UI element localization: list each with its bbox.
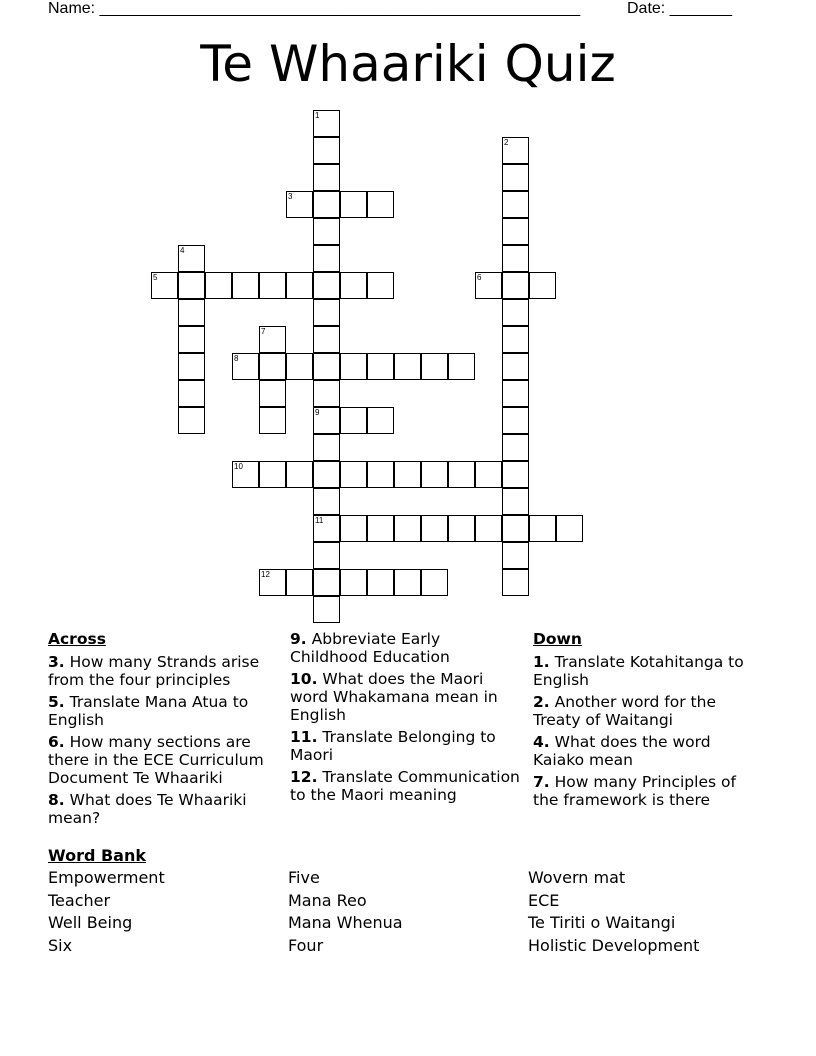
crossword-cell[interactable] xyxy=(340,407,367,434)
crossword-cell[interactable] xyxy=(367,461,394,488)
crossword-cell[interactable] xyxy=(340,461,367,488)
crossword-cell[interactable] xyxy=(367,569,394,596)
crossword-cell[interactable] xyxy=(313,191,340,218)
crossword-cell[interactable] xyxy=(178,299,205,326)
crossword-cell[interactable] xyxy=(313,245,340,272)
crossword-cell[interactable] xyxy=(313,461,340,488)
crossword-cell[interactable] xyxy=(178,407,205,434)
clue-down-2: 2. Another word for the Treaty of Waitangi xyxy=(533,693,716,729)
across-heading: Across xyxy=(48,630,106,648)
clue-number: 8 xyxy=(234,354,239,363)
word-bank-item: ECE xyxy=(528,890,560,910)
crossword-cell[interactable] xyxy=(313,569,340,596)
clue-number: 5 xyxy=(153,273,158,282)
crossword-cell[interactable] xyxy=(313,353,340,380)
crossword-cell[interactable] xyxy=(502,488,529,515)
crossword-cell[interactable] xyxy=(313,137,340,164)
crossword-cell[interactable] xyxy=(286,272,313,299)
crossword-cell[interactable] xyxy=(340,569,367,596)
crossword-cell[interactable] xyxy=(313,596,340,623)
clue-across-6: 6. How many sections are there in the ECE Curriculum Document Te Whaariki xyxy=(48,733,264,787)
crossword-cell[interactable] xyxy=(394,515,421,542)
clue-number: 9 xyxy=(315,408,320,417)
crossword-cell[interactable] xyxy=(448,515,475,542)
crossword-cell[interactable] xyxy=(178,380,205,407)
crossword-cell[interactable] xyxy=(340,272,367,299)
crossword-cell[interactable] xyxy=(367,272,394,299)
crossword-cell[interactable] xyxy=(313,218,340,245)
crossword-cell[interactable] xyxy=(178,272,205,299)
crossword-cell[interactable] xyxy=(313,272,340,299)
word-bank-heading: Word Bank xyxy=(48,846,147,865)
across-clues xyxy=(48,630,278,831)
crossword-cell[interactable] xyxy=(475,461,502,488)
crossword-cell[interactable] xyxy=(421,353,448,380)
word-bank-list xyxy=(48,869,768,955)
word-bank-item: Holistic Development xyxy=(528,935,700,955)
word-bank-item: Empowerment xyxy=(48,868,165,887)
clue-number: 3 xyxy=(288,192,293,201)
crossword-cell[interactable] xyxy=(286,353,313,380)
crossword-cell[interactable] xyxy=(421,515,448,542)
crossword-cell[interactable] xyxy=(259,407,286,434)
crossword-cell[interactable] xyxy=(178,326,205,353)
crossword-cell[interactable] xyxy=(286,569,313,596)
word-bank-item: Wovern mat xyxy=(528,868,626,887)
page-title: Te Whaariki Quiz xyxy=(200,35,616,93)
crossword-cell[interactable] xyxy=(448,353,475,380)
clue-across-12: 12. Translate Communication to the Maori meaning xyxy=(290,768,520,804)
crossword-cell[interactable] xyxy=(421,461,448,488)
crossword-cell[interactable] xyxy=(502,434,529,461)
crossword-cell[interactable] xyxy=(529,272,556,299)
word-bank-item: Four xyxy=(288,935,324,955)
crossword-cell[interactable] xyxy=(475,515,502,542)
crossword-cell[interactable] xyxy=(448,461,475,488)
crossword-cell[interactable] xyxy=(313,299,340,326)
crossword-cell[interactable] xyxy=(502,272,529,299)
word-bank-item: Mana Reo xyxy=(288,890,367,910)
crossword-cell[interactable] xyxy=(502,542,529,569)
crossword-cell[interactable] xyxy=(259,353,286,380)
crossword-cell[interactable] xyxy=(502,461,529,488)
down-clues xyxy=(533,630,763,813)
down-heading: Down xyxy=(533,630,582,648)
clue-number: 10 xyxy=(234,462,243,471)
crossword-cell[interactable] xyxy=(502,299,529,326)
crossword-cell[interactable] xyxy=(394,353,421,380)
clue-across-11: 11. Translate Belonging to Maori xyxy=(290,728,496,764)
crossword-cell[interactable] xyxy=(394,569,421,596)
clue-down-4: 4. What does the word Kaiako mean xyxy=(533,733,711,769)
word-bank-item: Mana Whenua xyxy=(288,913,403,933)
word-bank-item: Te Tiriti o Waitangi xyxy=(528,913,676,933)
word-bank-item: Teacher xyxy=(48,890,111,910)
crossword-cell[interactable] xyxy=(286,461,313,488)
across-clues-continued xyxy=(290,630,522,808)
date-line[interactable]: Date: _______ xyxy=(627,0,732,17)
clue-number: 2 xyxy=(504,138,509,147)
word-bank-item: Well Being xyxy=(48,913,133,933)
crossword-cell[interactable] xyxy=(502,245,529,272)
crossword-cell[interactable] xyxy=(367,407,394,434)
clue-number: 4 xyxy=(180,246,185,255)
crossword-cell[interactable] xyxy=(340,353,367,380)
crossword-cell[interactable] xyxy=(313,488,340,515)
name-line[interactable]: Name: ______________________________________________________ xyxy=(48,0,581,17)
crossword-cell[interactable] xyxy=(556,515,583,542)
crossword-cell[interactable] xyxy=(367,353,394,380)
clue-number: 1 xyxy=(315,111,320,120)
clue-across-3: 3. How many Strands arise from the four principles xyxy=(48,653,260,689)
crossword-cell[interactable] xyxy=(232,272,259,299)
crossword-cell[interactable] xyxy=(367,191,394,218)
crossword-cell[interactable] xyxy=(502,353,529,380)
word-bank-item: Five xyxy=(288,868,320,887)
crossword-cell[interactable] xyxy=(259,380,286,407)
crossword-cell[interactable] xyxy=(340,515,367,542)
crossword-cell[interactable] xyxy=(178,353,205,380)
word-bank-item: Six xyxy=(48,935,73,955)
crossword-cell[interactable] xyxy=(313,326,340,353)
crossword-cell[interactable] xyxy=(529,515,556,542)
crossword-cell[interactable] xyxy=(502,407,529,434)
crossword-cell[interactable] xyxy=(502,164,529,191)
clue-number: 7 xyxy=(261,327,266,336)
clue-across-8: 8. What does Te Whaariki mean? xyxy=(48,791,247,827)
word-bank xyxy=(48,847,768,955)
crossword-cell[interactable] xyxy=(313,542,340,569)
clue-across-10: 10. What does the Maori word Whakamana mean in English xyxy=(290,670,498,724)
crossword-cell[interactable] xyxy=(502,191,529,218)
clue-number: 6 xyxy=(477,273,482,282)
crossword-cell[interactable] xyxy=(313,434,340,461)
crossword-cell[interactable] xyxy=(313,380,340,407)
crossword-cell[interactable] xyxy=(313,164,340,191)
crossword-cell[interactable] xyxy=(502,380,529,407)
crossword-cell[interactable] xyxy=(259,461,286,488)
crossword-cell[interactable] xyxy=(205,272,232,299)
crossword-cell[interactable] xyxy=(367,515,394,542)
crossword-cell[interactable] xyxy=(340,191,367,218)
crossword-cell[interactable] xyxy=(259,272,286,299)
crossword-cell[interactable] xyxy=(502,569,529,596)
clue-down-1: 1. Translate Kotahitanga to English xyxy=(533,653,744,689)
crossword-cell[interactable] xyxy=(502,218,529,245)
crossword-cell[interactable] xyxy=(394,461,421,488)
clue-across-5: 5. Translate Mana Atua to English xyxy=(48,693,249,729)
clue-number: 11 xyxy=(315,516,324,525)
clue-across-9: 9. Abbreviate Early Childhood Education xyxy=(290,630,450,666)
clue-number: 12 xyxy=(261,570,270,579)
crossword-cell[interactable] xyxy=(502,326,529,353)
crossword-cell[interactable] xyxy=(421,569,448,596)
crossword-cell[interactable] xyxy=(502,515,529,542)
clue-down-7: 7. How many Principles of the framework is there xyxy=(533,773,736,809)
